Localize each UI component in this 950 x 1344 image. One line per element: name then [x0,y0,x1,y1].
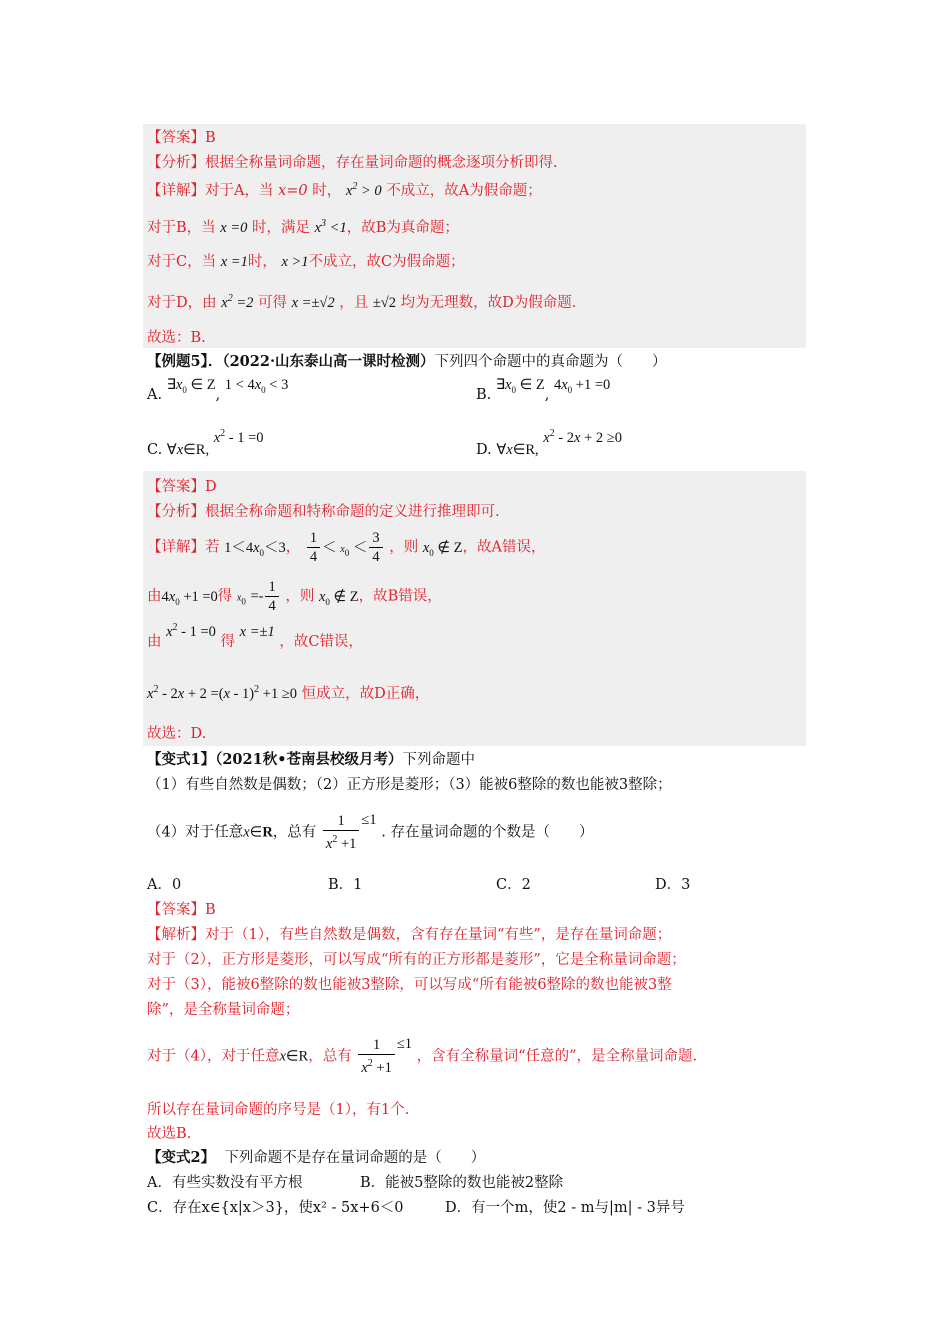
option-b: B. $\exists x_0$ ∈ Z, $4x_0 +1 =0$ [476,377,611,403]
variant-1-option-a: A．0 [147,877,182,893]
variant-2-option-a: A．有些实数没有平方根 [147,1175,303,1191]
analysis-text: 【分析】根据全称量词命题，存在量词命题的概念逐项分析即得. [147,155,558,171]
selection-1: 故选：B. [147,330,206,346]
variant-1-line-2: （4）对于任意x∈R，总有 $\frac{1}{x^2 +1}$ ≤1 . 存在量词命题的个数是（ ） [147,812,594,852]
answer-label-3: 【答案】B [147,902,216,918]
analysis-3-line-2: 对于（2），正方形是菱形，可以写成“所有的正方形都是菱形”，它是全称量词命题； [147,952,686,968]
selection-3: 故选B. [147,1126,192,1142]
answer-label: 【答案】B [147,130,216,146]
answer-label-2: 【答案】D [147,479,217,495]
variant-2-heading: 【变式2】 下列命题不是存在量词命题的是（ ） [147,1149,486,1166]
analysis-3-line-6: 所以存在量词命题的序号是（1），有1个. [147,1102,410,1118]
option-c: C. ∀x∈R, $x^2 - 1 =0$ [147,428,264,458]
analysis-3-line-4: 除”，是全称量词命题； [147,1002,300,1018]
detail-2-line-d: $x^2 - 2x + 2 =(x - 1)^2 +1 \ge 0$ 恒成立，故D正确， [147,684,430,702]
option-d: D. ∀x∈R, $x^2 - 2x + 2 \ge 0$ [476,428,622,458]
option-a: A. $\exists x_0$ ∈ Z, $1 < 4x_0 < 3$ [147,377,289,403]
detail-line-c: 对于C，当 x =1时， x >1不成立，故C为假命题； [147,254,465,270]
variant-2-option-c: C．存在x∈{x|x＞3}，使x² - 5x+6＜0 [147,1200,404,1216]
example-5-heading: 【例题5】．（2022·山东泰山高一课时检测）下列四个命题中的真命题为（ ） [147,353,667,370]
detail-2-line-a: 【详解】若 $1<4x_0<3$， $\frac{1}{4}$ ＜ $x_0$ ＜ $\frac{3}{4}$ ，则 $x_0$ ∉ Z，故A错误， [147,530,546,565]
variant-1-option-d: D．3 [655,877,691,893]
selection-2: 故选：D. [147,726,207,742]
analysis-3-line-5: 对于（4），对于任意x∈R，总有 $\frac{1}{x^2 +1}$ ≤1 ，含有全称量词“任意的”，是全称量词命题. [147,1036,698,1076]
variant-2-option-d: D．有一个m，使2 - m与|m| - 3异号 [445,1200,685,1216]
variant-1-line-1: （1）有些自然数是偶数；（2）正方形是菱形；（3）能被6整除的数也能被3整除； [147,777,672,793]
analysis-3-line-1: 【解析】对于（1），有些自然数是偶数，含有存在量词“有些”，是存在量词命题； [147,927,672,943]
variant-2-option-b: B．能被5整除的数也能被2整除 [360,1175,564,1191]
detail-2-line-b: 由$4x_0 +1 =0$得 $x_0$ =- $\frac{1}{4}$ ，则 $x_0$ ∉ Z，故B错误， [147,579,442,614]
detail-line-a: 【详解】对于A，当 x=0 时， $x^2 > 0$ 不成立，故A为假命题； [147,181,542,199]
analysis-3-line-3: 对于（3），能被6整除的数也能被3整除，可以写成“所有能被6整除的数也能被3整 [147,977,672,993]
variant-1-option-c: C．2 [496,877,531,893]
analysis-text-2: 【分析】根据全称命题和特称命题的定义进行推理即可. [147,504,500,520]
detail-line-b: 对于B，当 x =0 时，满足 $x^3 <1$，故B为真命题； [147,218,459,236]
variant-1-heading: 【变式1】（2021秋•苍南县校级月考）下列命题中 [147,751,475,768]
detail-2-line-c: 由 $x^2 - 1 =0$ 得 x =±1 ，故C错误， [147,622,363,650]
detail-line-d: 对于D，由 $x^2 =2$ 可得 x =±√2 ，且 ±√2 均为无理数，故D为假命题. [147,293,577,311]
variant-1-option-b: B．1 [328,877,363,893]
